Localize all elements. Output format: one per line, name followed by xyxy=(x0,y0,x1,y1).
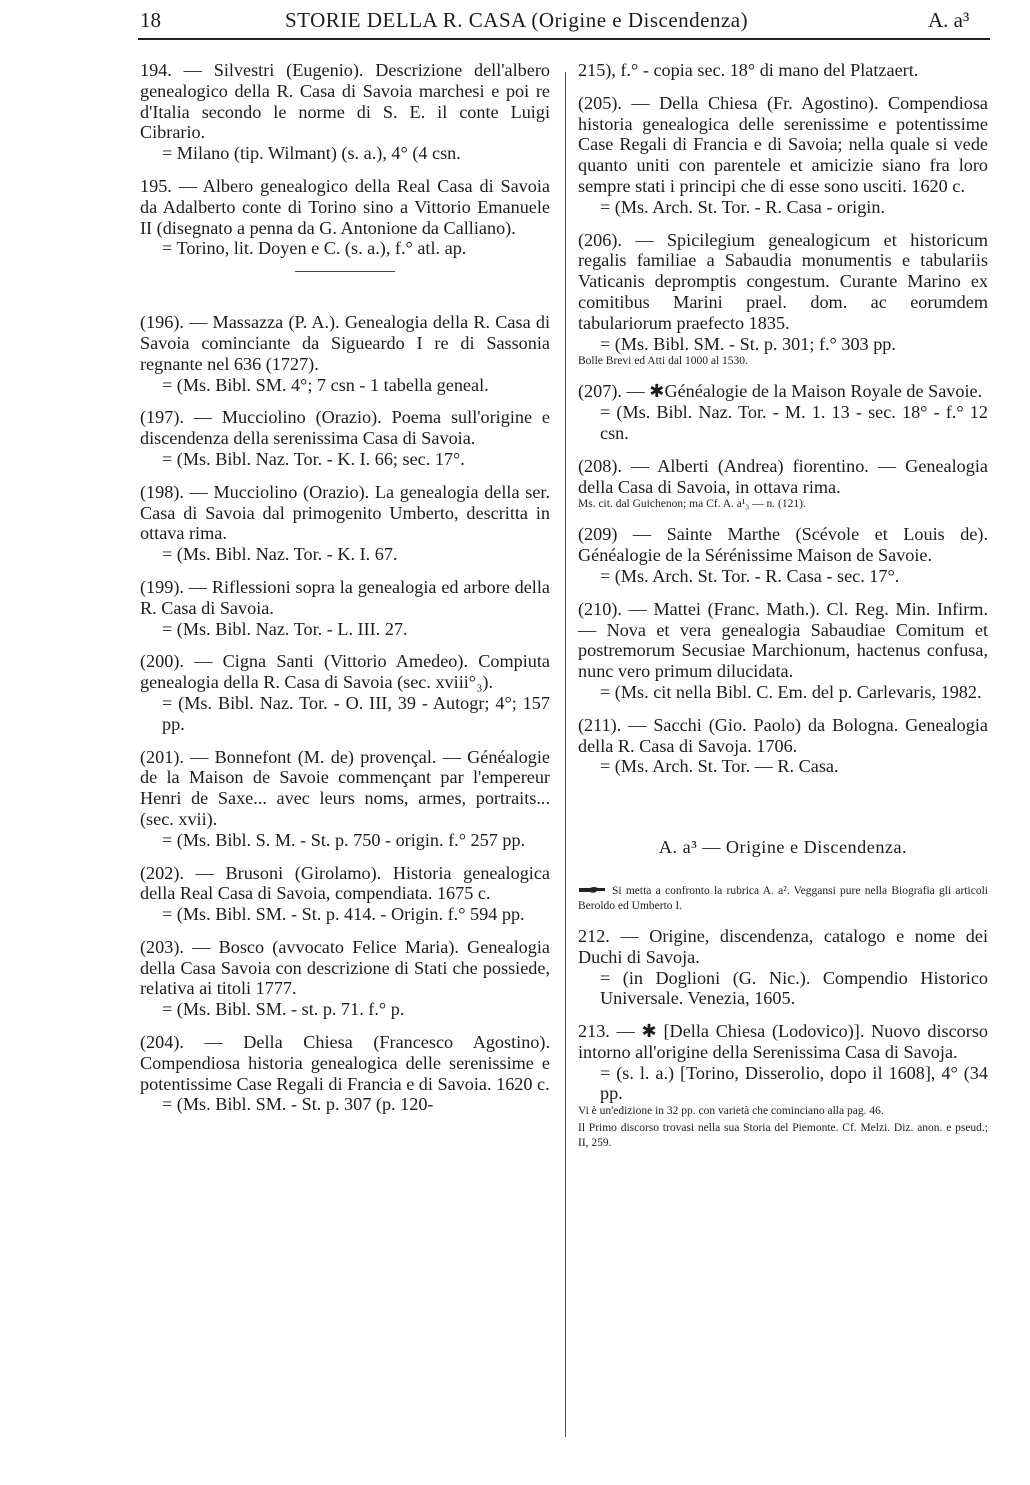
entry-text: (198). — Mucciolino (Orazio). La genealogia della ser. Casa di Savoia dal primogenito Umberto, descritta in ottava rima. xyxy=(140,481,550,544)
entry-199 xyxy=(140,577,550,639)
entry-location: = (Ms. Arch. St. Tor. — R. Casa. xyxy=(600,756,839,777)
entry-197 xyxy=(140,407,550,469)
entry-text: (202). — Brusoni (Girolamo). Historia genealogica della Real Casa di Savoia, compendiata. 1675 c. xyxy=(140,862,550,904)
entry-text: (210). — Mattei (Franc. Math.). Cl. Reg. Min. Infirm. — Nova et vera genealogia Sabaudiae Comitum et postremorum Secusiae Marchionum, hactenus confusa, nunc vero primum dilucidata. xyxy=(578,598,988,682)
entry-note: Vi è un'edizione in 32 pp. con varietà che cominciano alla pag. 46. xyxy=(578,1105,884,1118)
entry-location: = (Ms. Bibl. SM. - St. p. 414. - Origin. f.° 594 pp. xyxy=(162,904,525,925)
running-title: STORIE DELLA R. CASA (Origine e Discendenza) xyxy=(285,8,749,32)
entry-195 xyxy=(140,176,550,259)
entry-text: (200). — Cigna Santi (Vittorio Amedeo). Compiuta genealogia della R. Casa di Savoia (sec. xviii°₃). xyxy=(140,651,550,693)
entry-206 xyxy=(578,230,988,370)
entry-location: = (Ms. Bibl. SM. - St. p. 307 (p. 120- xyxy=(162,1094,434,1115)
entry-location: = (Ms. Bibl. Naz. Tor. - M. 1. 13 - sec. 18° - f.° 12 csn. xyxy=(600,402,988,443)
entry-location: = (s. l. a.) [Torino, Disserolio, dopo il 1608], 4° (34 pp. xyxy=(600,1062,988,1104)
entry-text: (207). — ✱Généalogie de la Maison Royale de Savoie. xyxy=(578,381,983,402)
entry-text: (199). — Riflessioni sopra la genealogia ed arbore della R. Casa di Savoia. xyxy=(140,576,550,618)
entry-location: = (in Doglioni (G. Nic.). Compendio Historico Universale. Venezia, 1605. xyxy=(600,967,988,1009)
entry-location: = Torino, lit. Doyen e C. (s. a.), f.° atl. ap. xyxy=(162,238,467,259)
entry-text: (208). — Alberti (Andrea) fiorentino. — Genealogia della Casa di Savoia, in ottava rima. xyxy=(578,455,988,497)
entry-text: 213. — ✱ [Della Chiesa (Lodovico)]. Nuovo discorso intorno all'origine della Serenissima Casa di Savoja. xyxy=(578,1021,988,1062)
entry-note: Bolle Brevi ed Atti dal 1000 al 1530. xyxy=(578,355,748,368)
section-note xyxy=(578,884,988,914)
entry-location: = (Ms. Bibl. S. M. - St. p. 750 - origin. f.° 257 pp. xyxy=(162,829,526,850)
entry-location: = (Ms. Bibl. Naz. Tor. - O. III, 39 - Autogr; 4°; 157 pp. xyxy=(162,692,550,734)
entry-203 xyxy=(140,937,550,1020)
section-heading: A. a³ — Origine e Discendenza. xyxy=(658,837,908,858)
right-column xyxy=(578,60,988,1163)
entry-location: = Milano (tip. Wilmant) (s. a.), 4° (4 csn. xyxy=(162,143,461,164)
entry-location: = (Ms. Bibl. Naz. Tor. - K. I. 67. xyxy=(162,544,398,565)
entry-207 xyxy=(578,381,988,443)
entry-209 xyxy=(578,524,988,586)
page-number: 18 xyxy=(140,8,161,32)
entry-text: (197). — Mucciolino (Orazio). Poema sull'origine e discendenza della serenissima Casa di Savoia. xyxy=(140,407,550,449)
entry-location: = (Ms. Arch. St. Tor. - R. Casa - origin. xyxy=(600,196,885,217)
entry-198 xyxy=(140,482,550,565)
entry-text: 215), f.° - copia sec. 18° di mano del Platzaert. xyxy=(578,60,919,80)
entry-text: (211). — Sacchi (Gio. Paolo) da Bologna. Genealogia della R. Casa di Savoja. 1706. xyxy=(578,714,988,756)
entry-201 xyxy=(140,747,550,851)
section-marker: A. a³ xyxy=(928,8,970,32)
entry-text: 194. — Silvestri (Eugenio). Descrizione dell'albero genealogico della R. Casa di Savoia marchesi e poi re d'Italia secondo le norme di S. E. il conte Luigi Cibrario. xyxy=(140,60,550,143)
entry-200 xyxy=(140,651,550,734)
entry-text: (205). — Della Chiesa (Fr. Agostino). Compendiosa historia genealogica delle serenissime e potentissime Case Regali di Francia e di Savoia; nella quale si vede quanto uniti con parentele et amicizie siano fra loro sempre stati i principi che di esse sono usciti. 1620 c. xyxy=(578,92,988,196)
entry-208 xyxy=(578,456,988,513)
entry-location: = (Ms. Bibl. SM. - st. p. 71. f.° p. xyxy=(162,999,405,1020)
entry-text: (203). — Bosco (avvocato Felice Maria). Genealogia della Casa Savoia con descrizione di Stati che possiede, relativa ai titoli 1777. xyxy=(140,936,550,999)
entry-location: = (Ms. Bibl. Naz. Tor. - L. III. 27. xyxy=(162,618,408,639)
entry-text: (206). — Spicilegium genealogicum et historicum regalis familiae a Sabaudia monumentis e tabulariis Vaticanis depromptis congestum. Curante Marino ex comitibus Marini prael. dom. ac eorumdem tabulariorum praefecto 1835. xyxy=(578,229,988,333)
entry-196 xyxy=(140,312,550,395)
entry-text: 195. — Albero genealogico della Real Casa di Savoia da Adalberto conte di Torino sino a Vittorio Emanuele II (disegnato a penna da G. Antonione da Calliano). xyxy=(140,175,550,238)
column-divider xyxy=(565,72,566,1437)
entry-213 xyxy=(578,1021,988,1151)
pointing-hand-icon xyxy=(578,885,606,895)
entry-text: (204). — Della Chiesa (Francesco Agostino). Compendiosa historia genealogica delle serenissime e potentissime Case Regali di Francia e di Savoia. 1620 c. xyxy=(140,1032,550,1094)
entry-note: Il Primo discorso trovasi nella sua Storia del Piemonte. Cf. Melzi. Diz. anon. e pseud.; II, 259. xyxy=(578,1122,988,1150)
entry-text: (201). — Bonnefont (M. de) provençal. — Généalogie de la Maison de Savoie commençant par l'empereur Henri de Saxe... avec leurs noms, armes, portraits... (sec. xvii). xyxy=(140,746,550,829)
entry-text: (196). — Massazza (P. A.). Genealogia della R. Casa di Savoia cominciante da Sigueardo I re di Sassonia regnante nel 636 (1727). xyxy=(140,312,550,374)
entry-location: = (Ms. cit nella Bibl. C. Em. del p. Carlevaris, 1982. xyxy=(600,681,982,702)
entry-text: 212. — Origine, discendenza, catalogo e nome dei Duchi di Savoja. xyxy=(578,925,988,967)
entry-204-continued xyxy=(578,60,988,81)
section-note-text: Si metta a confronto la rubrica A. a². Veggansi pure nella Biografia gli articoli Beroldo ed Umberto I. xyxy=(578,884,988,912)
page-header xyxy=(140,4,990,34)
entry-location: = (Ms. Bibl. SM. 4°; 7 csn - 1 tabella geneal. xyxy=(162,374,489,395)
entry-text: (209) — Sainte Marthe (Scévole et Louis de). Généalogie de la Sérénissime Maison de Savoie. xyxy=(578,524,988,566)
header-rule xyxy=(138,38,990,40)
left-column xyxy=(140,60,550,1127)
section-separator xyxy=(295,271,395,272)
entry-202 xyxy=(140,863,550,925)
entry-211 xyxy=(578,715,988,777)
entry-location: = (Ms. Bibl. SM. - St. p. 301; f.° 303 pp. xyxy=(600,333,896,354)
entry-212 xyxy=(578,926,988,1009)
entry-205 xyxy=(578,93,988,218)
entry-note: Ms. cit. dal Guichenon; ma Cf. A. a¹₃ — n. (121). xyxy=(578,498,806,511)
entry-location: = (Ms. Arch. St. Tor. - R. Casa - sec. 17°. xyxy=(600,565,900,586)
entry-location: = (Ms. Bibl. Naz. Tor. - K. I. 66; sec. 17°. xyxy=(162,448,465,469)
entry-204 xyxy=(140,1032,550,1115)
entry-210 xyxy=(578,599,988,703)
entry-194 xyxy=(140,60,550,164)
